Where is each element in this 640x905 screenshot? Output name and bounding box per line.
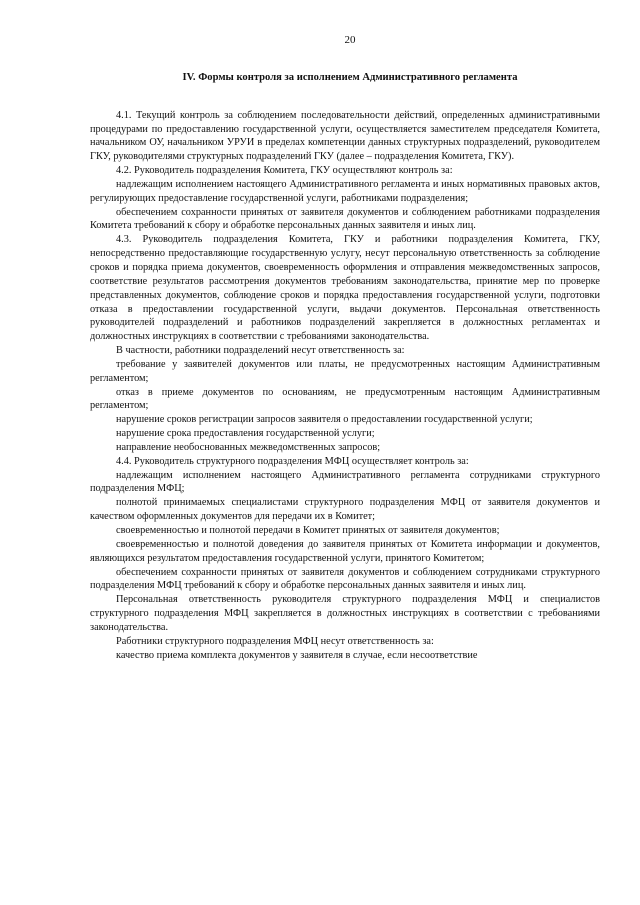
paragraph-4-1: 4.1. Текущий контроль за соблюдением последовательности действий, определенных административными процедурами по предоставлению государственной услуги, осуществляется заместителем председателя Комитета, начальником ОУ, начальником УРУИ в пределах компетенции данных структурных подразделений, руководителем ГКУ, руководителями структурных подразделений ГКУ (далее – подразделения Комитета, ГКУ). bbox=[90, 109, 600, 163]
list-item: полнотой принимаемых специалистами структурного подразделения МФЦ от заявителя документов и качеством оформленных документов для передачи их в Комитет; bbox=[90, 497, 600, 523]
list-item: своевременностью и полнотой доведения до заявителя принятых от Комитета информации и документов, являющихся результатом предоставления государственной услуги, принятого Комитетом; bbox=[90, 538, 600, 564]
paragraph-4-3: 4.3. Руководитель подразделения Комитета, ГКУ и работники подразделения Комитета, ГКУ, непосредственно предоставляющие государственную услугу, несут персональную ответственность за соблюдение сроков и порядка приема документов, своевременность оформления и отправления межведомственных запросов, соответствие результатов рассмотрения документов требованиям законодательства, принятие мер по проверке представленных документов, соблюдение сроков и порядка предоставления государственной услуги, подготовки отказа в предоставлении государственной услуги, выдачи документов. Персональная ответственность руководителей подразделений и работников подразделений закрепляется в должностных регламентах и должностных инструкциях в соответствии с требованиями законодательства. bbox=[90, 234, 600, 343]
list-item: нарушение сроков регистрации запросов заявителя о предоставлении государственной услуги; bbox=[116, 414, 533, 426]
paragraph-4-4: 4.4. Руководитель структурного подразделения МФЦ осуществляет контроль за: bbox=[116, 455, 469, 467]
list-item: надлежащим исполнением настоящего Административного регламента сотрудниками структурного подразделения МФЦ; bbox=[90, 469, 600, 495]
list-item: обеспечением сохранности принятых от заявителя документов и соблюдением сотрудниками структурного подразделения МФЦ требований к сбору и обработке персональных данных заявителя и иных лиц. bbox=[90, 566, 600, 592]
list-item: надлежащим исполнением настоящего Административного регламента и иных нормативных правовых актов, регулирующих предоставление государственной услуги, работниками подразделения; bbox=[90, 178, 600, 204]
list-item: отказ в приеме документов по основаниям, не предусмотренным настоящим Административным регламентом; bbox=[90, 386, 600, 412]
list-item: качество приема комплекта документов у заявителя в случае, если несоответствие bbox=[116, 649, 478, 661]
list-item: нарушение срока предоставления государственной услуги; bbox=[116, 428, 375, 440]
paragraph: В частности, работники подразделений несут ответственность за: bbox=[116, 345, 405, 357]
paragraph-4-2: 4.2. Руководитель подразделения Комитета, ГКУ осуществляют контроль за: bbox=[116, 165, 453, 177]
document-body bbox=[90, 109, 600, 663]
section-title: IV. Формы контроля за исполнением Административного регламента bbox=[182, 71, 518, 83]
paragraph: Персональная ответственность руководителя структурного подразделения МФЦ и специалистов структурного подразделения МФЦ закрепляется в должностных инструкциях в соответствии с требованиями законодательства. bbox=[90, 594, 600, 633]
list-item: своевременностью и полнотой передачи в Комитет принятых от заявителя документов; bbox=[116, 525, 500, 536]
list-item: требование у заявителей документов или платы, не предусмотренных настоящим Административным регламентом; bbox=[90, 358, 600, 384]
page-number: 20 bbox=[344, 34, 356, 46]
list-item: обеспечением сохранности принятых от заявителя документов и соблюдением работниками подразделения Комитета требований к сбору и обработке персональных данных заявителя и иных лиц. bbox=[90, 206, 600, 232]
paragraph: Работники структурного подразделения МФЦ несут ответственность за: bbox=[116, 635, 434, 647]
list-item: направление необоснованных межведомственных запросов; bbox=[116, 441, 381, 453]
